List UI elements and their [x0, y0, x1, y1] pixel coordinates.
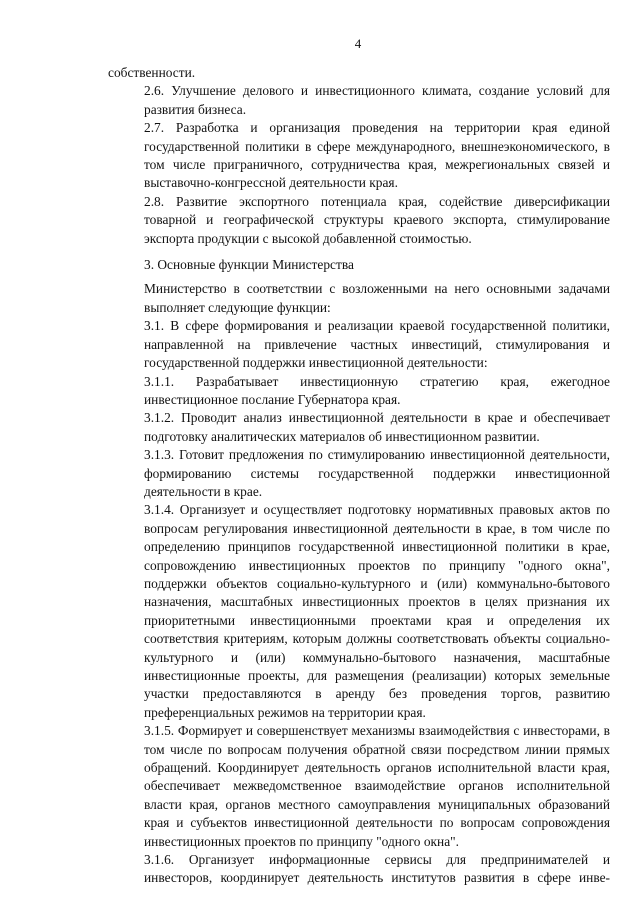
- paragraph-3-1-2: 3.1.2. Проводит анализ инвестиционной деятельности в крае и обеспечивает подготовку аналитических материалов об инвестиционном развитии.: [144, 410, 610, 444]
- paragraph-ministry-functions-intro: Министерство в соответствии с возложенными на него основными задачами выполняет следующие функции:: [144, 281, 610, 315]
- paragraph-3-1-1: 3.1.1. Разрабатывает инвестиционную стратегию края, ежегодное инвестиционное послание Губернатора края.: [144, 373, 610, 407]
- paragraph-3-1-5: 3.1.5. Формирует и совершенствует механизмы взаимодействия с инвесторами, в том числе по вопросам получения обратной связи посредством линии прямых обращений. Координирует деятельность органов исполнительной власти края, обеспечивает межведомственное взаимодействие органов исполнительной власти края, органов местного самоуправления муниципальных образований края и субъектов инвестиционной деятельности по вопросам сопровождения инвестиционных проектов по принципу "одного окна".: [144, 723, 610, 849]
- page-number: 4: [354, 36, 362, 51]
- paragraph-2-6: 2.6. Улучшение делового и инвестиционного климата, создание условий для развития бизнеса.: [144, 83, 610, 117]
- paragraph-0: собственности.: [108, 65, 196, 80]
- document-body: [108, 64, 610, 888]
- paragraph-3-1-6: 3.1.6. Организует информационные сервисы для предпринимателей и инвесторов, координирует деятельность институтов развития в сфере инве-: [144, 852, 610, 886]
- paragraph-2-7: 2.7. Разработка и организация проведения на территории края единой государственной политики в сфере международного, внешнеэкономического, в том числе приграничного, сотрудничества края, межрегиональных связей и выставочно-конгрессной деятельности края.: [144, 120, 610, 191]
- paragraph-3-1-4: 3.1.4. Организует и осуществляет подготовку нормативных правовых актов по вопросам регулирования инвестиционной деятельности в крае, в том числе по определению принципов государственной инвестиционной политики в крае, сопровождению инвестиционных проектов по принципу "одного окна", поддержки объектов социально-культурного и (или) коммунально-бытового назначения, масштабных инвестиционных проектов в целях признания их приоритетными инвестиционными проектами края и определения их соответствия критериям, которым должны соответствовать объекты социально-культурного и (или) коммунально-бытового назначения, масштабные инвестиционные проекты, для размещения (реализации) которых земельные участки предоставляются в аренду без проведения торгов, развитию преференциальных режимов на территории края.: [144, 502, 610, 720]
- paragraph-2-8: 2.8. Развитие экспортного потенциала края, содействие диверсификации товарной и географической структуры краевого экспорта, стимулирование экспорта продукции с высокой добавленной стоимостью.: [144, 193, 610, 246]
- paragraph-3-1-3: 3.1.3. Готовит предложения по стимулированию инвестиционной деятельности, формированию системы государственной поддержки инвестиционной деятельности в крае.: [144, 447, 610, 499]
- paragraph-3-1: 3.1. В сфере формирования и реализации краевой государственной политики, направленной на привлечение частных инвестиций, стимулирования и государственной поддержки инвестиционной деятельности:: [144, 318, 610, 371]
- section-heading-3: 3. Основные функции Министерства: [144, 257, 354, 273]
